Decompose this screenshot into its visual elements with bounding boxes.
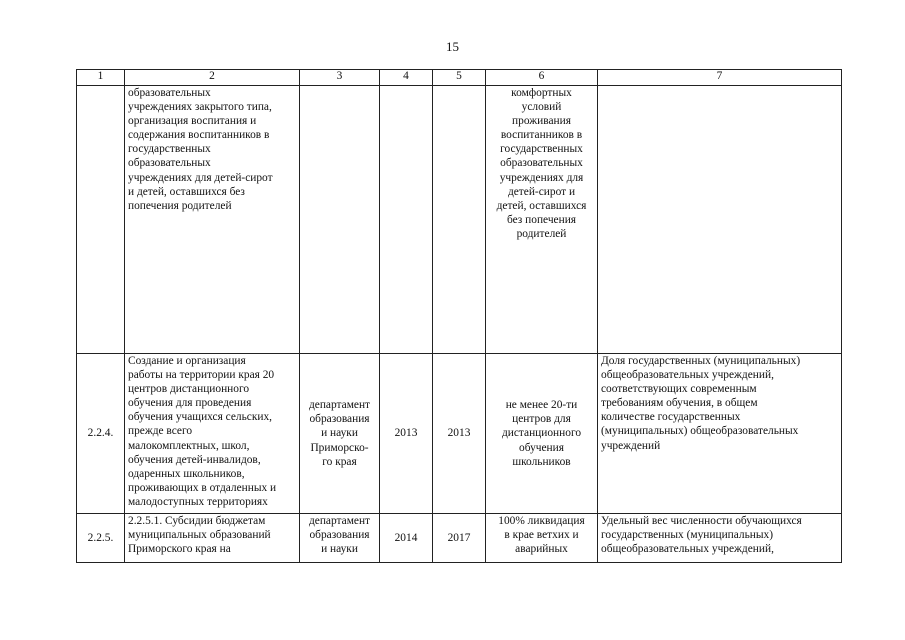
header-row [77, 70, 842, 86]
start-year-cell [380, 86, 433, 354]
column-header: 4 [380, 70, 433, 86]
executor-cell [300, 86, 380, 354]
measure-cell: 2.2.5.1. Субсидии бюджетам муниципальных образований Приморского края на [125, 514, 300, 563]
row-number: 2.2.4. [77, 354, 125, 514]
indicator-cell: Удельный вес численности обучающихся государственных (муниципальных) общеобразовательных учреждений, [598, 514, 842, 563]
column-header: 6 [486, 70, 598, 86]
result-cell: не менее 20-ти центров для дистанционного обучения школьников [486, 354, 598, 514]
measure-cell: образовательных учреждениях закрытого типа, организация воспитания и содержания воспитанников в государственных образовательных учреждениях для детей-сирот и детей, оставшихся без попечения родителей [125, 86, 300, 354]
column-header: 5 [433, 70, 486, 86]
row-number [77, 86, 125, 354]
table-row [77, 86, 842, 354]
end-year-cell: 2017 [433, 514, 486, 563]
measure-cell: Создание и организация работы на территории края 20 центров дистанционного обучения для проведения обучения учащихся сельских, прежде всего малокомплектных, школ, обучения детей-инвалидов, одаренных школьников, проживающих в отдаленных и малодоступных территориях [125, 354, 300, 514]
column-header: 1 [77, 70, 125, 86]
column-header: 7 [598, 70, 842, 86]
page-number: 15 [446, 39, 459, 54]
executor-cell: департамент образования и науки [300, 514, 380, 563]
result-cell: 100% ликвидация в крае ветхих и аварийных [486, 514, 598, 563]
end-year-cell: 2013 [433, 354, 486, 514]
column-header: 2 [125, 70, 300, 86]
indicator-cell [598, 86, 842, 354]
column-header: 3 [300, 70, 380, 86]
row-number: 2.2.5. [77, 514, 125, 563]
measures-table [76, 69, 842, 563]
table-row [77, 514, 842, 563]
start-year-cell: 2014 [380, 514, 433, 563]
table-row [77, 354, 842, 514]
start-year-cell: 2013 [380, 354, 433, 514]
indicator-cell: Доля государственных (муниципальных) общеобразовательных учреждений, соответствующих современным требованиям обучения, в общем количестве государственных (муниципальных) общеобразовательных учреждений [598, 354, 842, 514]
end-year-cell [433, 86, 486, 354]
executor-cell: департамент образования и науки Приморско- го края [300, 354, 380, 514]
result-cell: комфортных условий проживания воспитанников в государственных образовательных учреждениях для детей-сирот и детей, оставшихся без попечения родителей [486, 86, 598, 354]
